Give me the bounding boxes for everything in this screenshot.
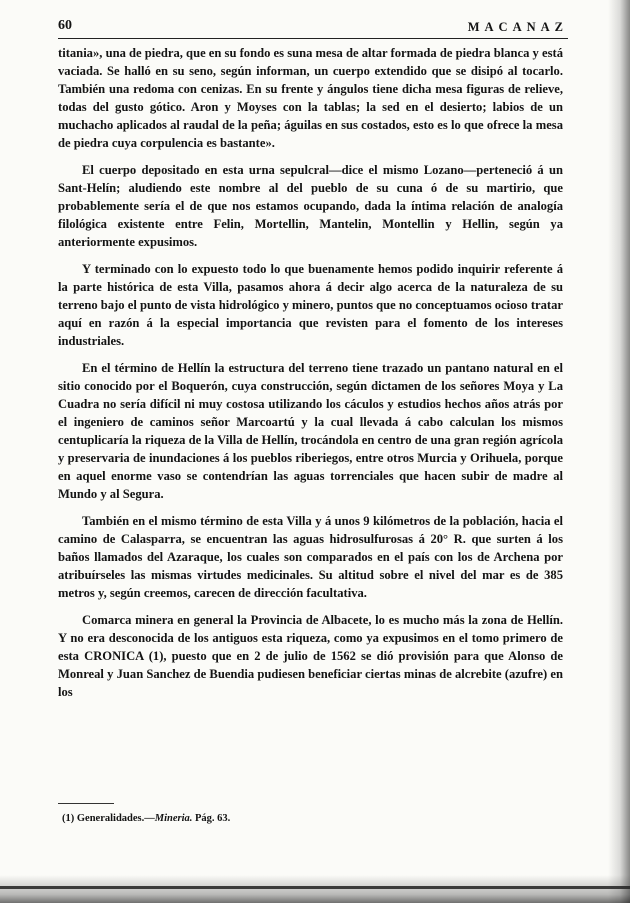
page-header xyxy=(58,14,568,39)
running-title: MACANAZ xyxy=(467,20,568,34)
footnote-italic: Mineria. xyxy=(154,813,193,824)
footnote-page-ref: Pág. 63. xyxy=(195,813,231,824)
paragraph-azaraque: También en el mismo término de esta Villa y á unos 9 kilómetros de la población, hacia el camino de Calasparra, se encuentran las aguas hidrosulfurosas á 20° R. que surten á los baños llamados del Azaraque, los cuales son comparados en el país con los de Archena por atribuírseles las mismas virtudes medicinales. Su altitud sobre el nivel del mar es de 385 metros y, según creemos, carecen de dirección facultativa. xyxy=(58,514,563,600)
footnote-marker: (1) xyxy=(62,813,75,824)
paragraph-boqueron: En el término de Hellín la estructura del terreno tiene trazado un pantano natural en el sitio conocido por el Boquerón, cuya construcción, según dictamen de los señores Moya y La Cuadra no sería difícil ni muy costosa utilizando los cáculos y estudios hechos años atrás por el ingeniero de caminos señor Marcoartú y la cual llevada á cabo calculan los mismos centuplicaría la riqueza de la Villa de Hellín, trocándola en centro de una gran región agrícola y preservaria de inundaciones á los pueblos riberiegos, entre otros Murcia y Orihuela, porque en aquel enorme vaso se contendrían las aguas torrenciales que hacen subir de madre al Mundo y al Segura. xyxy=(58,361,563,501)
paragraph-quote-end: titania», una de piedra, que en su fondo es suna mesa de altar formada de piedra blanca y está vaciada. Se halló en su seno, según informan, un cuerpo extendido que se disipó al tocarlo. También una redoma con cenizas. En su frente y ángulos tiene dicha mesa figuras de relieve, todas del gusto gótico. Aron y Moyses con la tablas; la sed en el desierto; labios de un muchacho aplicados al raudal de la peña; águilas en sus costados, esto es lo que ofrece la mesa de piedra cuya corpulencia es bastante». xyxy=(58,46,563,150)
body-text xyxy=(58,44,563,710)
footnote xyxy=(62,813,230,824)
scan-bottom-shadow xyxy=(0,875,630,903)
page-number: 60 xyxy=(58,18,72,33)
scan-edge-shadow xyxy=(608,0,630,903)
footnote-divider xyxy=(58,803,114,804)
paragraph-hydrology-intro: Y terminado con lo expuesto todo lo que buenamente hemos podido inquirir referente á la parte histórica de esta Villa, pasamos ahora á decir algo acerca de la naturaleza de su terreno bajo el punto de vista hidrológico y minero, puntos que no conceptuamos ocioso tratar aquí en razón á la especial importancia que revisten para el fomento de los intereses industriales. xyxy=(58,262,563,348)
paragraph-lozano: El cuerpo depositado en esta urna sepulcral—dice el mismo Lozano—perteneció á un Sant-Helín; aludiendo este nombre al del pueblo de su cuna ó de su martirio, que probablemente sería el de que nos estamos ocupando, dada la íntima relación de analogía filológica existente entre Felin, Mortellin, Mantelin, Montellin y Hellin, según ya anteriormente expusimos. xyxy=(58,163,563,249)
paragraph-mining: Comarca minera en general la Provincia de Albacete, lo es mucho más la zona de Hellín. Y no era desconocida de los antiguos esta riqueza, como ya expusimos en el tomo primero de esta CRONICA (1), puesto que en 2 de julio de 1562 se dió provisión para que Alonso de Monreal y Juan Sanchez de Buendia pudiesen beneficiar ciertas minas de alcrebite (azufre) en los xyxy=(58,613,563,699)
footnote-text: Generalidades.— xyxy=(76,813,155,824)
